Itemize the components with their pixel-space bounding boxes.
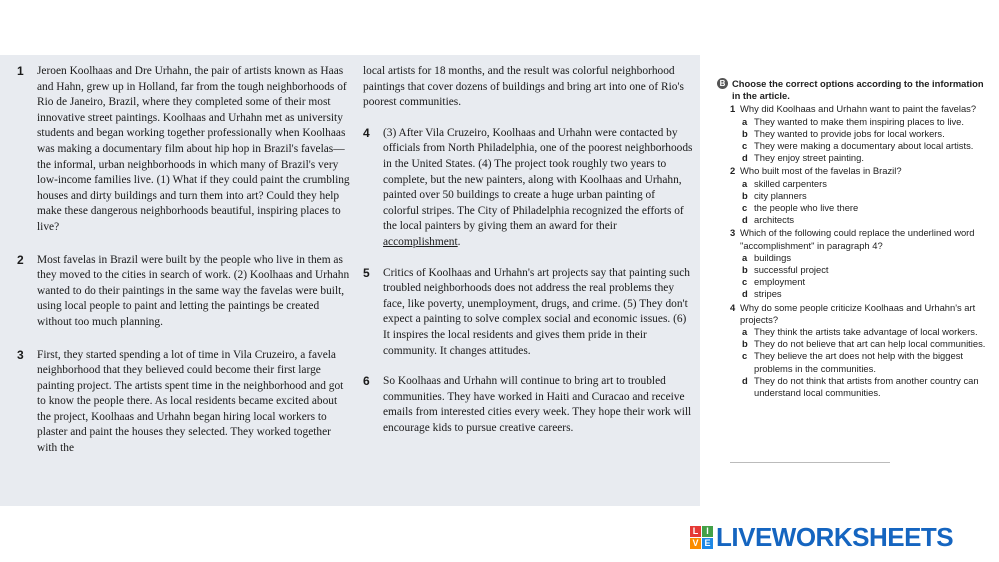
paragraph-2 xyxy=(17,253,352,331)
option-letter: c xyxy=(742,276,748,288)
question-1 xyxy=(730,103,992,115)
paragraph-text: So Koolhaas and Urhahn will continue to bring art to troubled communities. They have worked in Haiti and Curacao and receive emails from interested cities every week. They hope their work will encourage kids to pursue creative careers. xyxy=(383,375,692,434)
option-letter: c xyxy=(742,350,748,362)
paragraph-6 xyxy=(363,374,693,436)
option-letter: c xyxy=(742,140,748,152)
paragraph-number: 2 xyxy=(17,252,24,267)
exercise-instruction xyxy=(717,78,992,102)
exercise-badge: B xyxy=(717,78,728,89)
paragraph-3-continued xyxy=(363,64,693,111)
option-letter: b xyxy=(742,127,748,139)
option-1b[interactable] xyxy=(742,128,992,140)
option-text: They do not think that artists from another country can understand local communities. xyxy=(754,374,979,399)
logo-icon-tile: E xyxy=(702,538,713,549)
option-text: buildings xyxy=(754,251,792,263)
article-column-right xyxy=(363,64,693,436)
option-3c[interactable] xyxy=(742,276,992,288)
option-text: They think the artists take advantage of local workers. xyxy=(754,326,978,338)
option-letter: a xyxy=(742,115,748,127)
option-2b[interactable] xyxy=(742,190,992,202)
logo-icon-tile: I xyxy=(702,526,713,537)
instruction-text: Choose the correct options according to the information in the article. xyxy=(732,78,984,102)
option-text: employment xyxy=(754,276,806,288)
question-number: 4 xyxy=(730,301,736,313)
option-2a[interactable] xyxy=(742,178,992,190)
option-letter: d xyxy=(742,214,748,226)
paragraph-3 xyxy=(17,348,352,457)
question-number: 2 xyxy=(730,165,736,177)
exercise-panel xyxy=(717,78,992,399)
question-number: 1 xyxy=(730,103,736,115)
option-text: They were making a documentary about local artists. xyxy=(754,140,974,152)
logo-icon-tile: V xyxy=(690,538,701,549)
paragraph-text: Critics of Koolhaas and Urhahn's art projects say that painting such troubled neighborhoods does not address the real problems they face, like poverty, unemployment, drugs, and crime. (5) They don't expect a painting to solve complex social and economic issues. (6) It inspires the local residents and gives them pride in their community. It changes attitudes. xyxy=(383,266,690,357)
option-2d[interactable] xyxy=(742,214,992,226)
paragraph-text: First, they started spending a lot of time in Vila Cruzeiro, a favela neighborhood that they believed could become their first large painting project. The artists spent time in the neighborhood and got to know the people there. As local residents became excited about the project, Koolhaas and Urhahn began hiring local workers to plaster and paint the houses they selected. They worked together with the xyxy=(37,348,344,455)
option-4a[interactable] xyxy=(742,326,992,338)
option-2c[interactable] xyxy=(742,202,992,214)
option-1c[interactable] xyxy=(742,140,992,152)
question-number: 3 xyxy=(730,227,736,239)
option-text: city planners xyxy=(754,189,807,201)
logo-text: LIVEWORKSHEETS xyxy=(716,522,954,552)
question-text: Who built most of the favelas in Brazil? xyxy=(740,165,902,177)
option-text: successful project xyxy=(754,264,829,276)
paragraph-tail: . xyxy=(457,235,461,248)
option-letter: a xyxy=(742,251,748,263)
logo-icon xyxy=(690,526,713,549)
option-letter: b xyxy=(742,189,748,201)
option-text: They do not believe that art can help local communities. xyxy=(754,338,986,350)
paragraph-number: 3 xyxy=(17,347,24,362)
option-text: skilled carpenters xyxy=(754,177,827,189)
option-letter: d xyxy=(742,374,748,386)
question-list xyxy=(717,103,992,399)
option-text: architects xyxy=(754,214,795,226)
paragraph-number: 6 xyxy=(363,374,370,389)
liveworksheets-logo xyxy=(690,522,953,553)
paragraph-1 xyxy=(17,64,352,236)
paragraph-4 xyxy=(363,126,693,251)
option-3a[interactable] xyxy=(742,252,992,264)
option-letter: a xyxy=(742,326,748,338)
question-2 xyxy=(730,165,992,177)
option-1a[interactable] xyxy=(742,116,992,128)
paragraph-text: Most favelas in Brazil were built by the people who live in them as they moved to the cities in search of work. (2) Koolhaas and Urhahn wanted to do their paintings in the same way the favelas were built, using local people to paint and letting the paintings be created without too much planning. xyxy=(37,253,350,328)
option-text: stripes xyxy=(754,288,782,300)
option-text: They wanted to provide jobs for local workers. xyxy=(754,127,945,139)
paragraph-number: 5 xyxy=(363,265,370,280)
question-3 xyxy=(730,227,992,251)
article-panel xyxy=(0,55,700,506)
option-text: They wanted to make them inspiring places to live. xyxy=(754,115,964,127)
option-letter: b xyxy=(742,338,748,350)
underlined-word: accomplishment xyxy=(383,235,458,248)
option-letter: d xyxy=(742,152,748,164)
paragraph-5 xyxy=(363,266,693,360)
paragraph-text: local artists for 18 months, and the result was colorful neighborhood paintings that cover dozens of buildings and bring art into one of Rio's poorest communities. xyxy=(363,65,684,109)
option-3b[interactable] xyxy=(742,264,992,276)
question-text: Why do some people criticize Koolhaas and Urhahn's art projects? xyxy=(740,301,976,325)
paragraph-number: 4 xyxy=(363,125,370,140)
question-4 xyxy=(730,302,992,326)
question-text: Why did Koolhaas and Urhahn want to paint the favelas? xyxy=(740,103,977,115)
logo-icon-tile: L xyxy=(690,526,701,537)
option-3d[interactable] xyxy=(742,288,992,300)
option-4b[interactable] xyxy=(742,338,992,350)
option-letter: c xyxy=(742,202,748,214)
paragraph-number: 1 xyxy=(17,64,24,78)
divider xyxy=(730,462,890,463)
article-column-left xyxy=(17,64,352,457)
option-letter: a xyxy=(742,177,748,189)
paragraph-text xyxy=(383,126,693,251)
option-letter: d xyxy=(742,288,748,300)
question-text: Which of the following could replace the underlined word "accomplishment" in paragraph 4? xyxy=(740,227,975,251)
option-letter: b xyxy=(742,264,748,276)
paragraph-text: Jeroen Koolhaas and Dre Urhahn, the pair of artists known as Haas and Hahn, grew up in Holland, far from the tough neighborhoods of Rio de Janeiro, Brazil, where they completed some of their most innovative street paintings. Koolhaas and Urhahn met as university students and began working together professionally when Koolhaas was making a documentary film about hip hop in Brazil's favelas—the informal, urban neighborhoods in which many of Brazil's very low-income families live. (1) What if they could paint the crumbling houses and dirty buildings and turn them into art? Could they help make these dangerous neighborhoods beautiful, inspiring places to live? xyxy=(37,65,350,233)
option-text: They believe the art does not help with the biggest problems in the communities. xyxy=(754,350,963,374)
option-1d[interactable] xyxy=(742,152,992,164)
paragraph-body: (3) After Vila Cruzeiro, Koolhaas and Urhahn were contacted by officials from North Philadelphia, one of the poorest neighborhoods in the United States. (4) The project took roughly two years to complete, but the new painters, along with Koolhaas and Urhahn, painted over 50 buildings to create a huge urban painting of colorful stripes. The City of Philadelphia recognized the efforts of the local painters by giving them an award for their xyxy=(383,126,693,233)
option-text: the people who live there xyxy=(754,202,859,214)
option-4c[interactable] xyxy=(742,350,992,374)
option-text: They enjoy street painting. xyxy=(754,152,864,164)
option-4d[interactable] xyxy=(742,375,992,399)
